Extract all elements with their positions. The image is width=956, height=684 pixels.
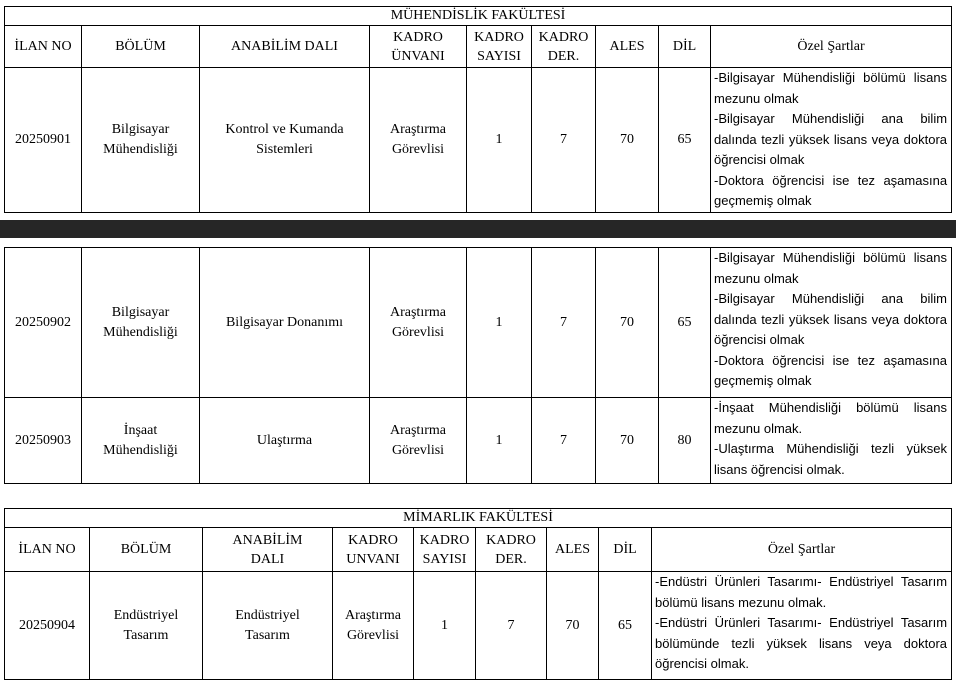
cell-line: Bilgisayar bbox=[111, 121, 170, 137]
condition-item: -Doktora öğrencisi ise tez aşamasına geçmemiş olmak bbox=[714, 172, 948, 208]
cell-ilan-no: 20250902 bbox=[5, 248, 82, 398]
cell-ilan-no: 20250904 bbox=[5, 572, 90, 680]
condition-item: -Bilgisayar Mühendisliği ana bilim dalında tezli yüksek lisans veya doktora öğrencisi olmak bbox=[714, 291, 947, 347]
header-ozel-sartlar: Özel Şartlar bbox=[711, 26, 952, 68]
header-line: SAYISI bbox=[477, 48, 521, 64]
cell-dil: 65 bbox=[599, 572, 652, 680]
header-line: KADRO bbox=[348, 532, 398, 548]
header-line: KADRO bbox=[393, 29, 443, 45]
header-line: ANABİLİM bbox=[232, 532, 303, 548]
cell-dil: 65 bbox=[659, 248, 711, 398]
cell-line: Endüstriyel bbox=[113, 607, 179, 623]
muhendislik-table bbox=[4, 6, 952, 213]
header-ozel-sartlar: Özel Şartlar bbox=[652, 528, 952, 572]
header-line: KADRO bbox=[486, 532, 536, 548]
cell-line: Görevlisi bbox=[391, 442, 445, 458]
condition-item: -Bilgisayar Mühendisliği bölümü lisans mezunu olmak bbox=[714, 70, 948, 106]
header-kadro-der bbox=[532, 26, 596, 68]
header-bolum: BÖLÜM bbox=[90, 528, 203, 572]
table-row bbox=[5, 248, 952, 398]
cell-ales: 70 bbox=[547, 572, 599, 680]
header-dil: DİL bbox=[659, 26, 711, 68]
cell-ales: 70 bbox=[596, 248, 659, 398]
faculty-title: MİMARLIK FAKÜLTESİ bbox=[5, 509, 952, 528]
header-anabilim: ANABİLİM DALI bbox=[200, 26, 370, 68]
header-line: ÜNVANI bbox=[391, 48, 445, 64]
cell-kadro-sayisi: 1 bbox=[467, 68, 532, 213]
header-anabilim bbox=[203, 528, 333, 572]
cell-line: Sistemleri bbox=[256, 141, 313, 157]
cell-line: Mühendisliği bbox=[103, 141, 178, 157]
header-dil: DİL bbox=[599, 528, 652, 572]
cell-ilan-no: 20250901 bbox=[5, 68, 82, 213]
cell-unvan bbox=[333, 572, 414, 680]
page-break-band bbox=[0, 220, 956, 238]
header-kadro-unvani bbox=[370, 26, 467, 68]
cell-bolum bbox=[82, 68, 200, 213]
table-row bbox=[5, 398, 952, 484]
cell-line: Kontrol ve Kumanda bbox=[225, 121, 344, 137]
cell-kadro-der: 7 bbox=[532, 68, 596, 213]
cell-ales: 70 bbox=[596, 68, 659, 213]
cell-line: Görevlisi bbox=[391, 141, 445, 157]
header-ilan-no: İLAN NO bbox=[5, 528, 90, 572]
cell-bolum bbox=[82, 398, 200, 484]
cell-unvan bbox=[370, 68, 467, 213]
header-line: SAYISI bbox=[422, 551, 467, 567]
cell-kadro-der: 7 bbox=[532, 398, 596, 484]
condition-item: -Bilgisayar Mühendisliği ana bilim dalında tezli yüksek lisans veya doktora öğrencisi olmak bbox=[714, 111, 948, 167]
cell-kadro-sayisi: 1 bbox=[467, 248, 532, 398]
cell-kadro-sayisi: 1 bbox=[414, 572, 476, 680]
cell-line: Endüstriyel bbox=[235, 607, 300, 623]
cell-anabilim: Bilgisayar Donanımı bbox=[200, 248, 370, 398]
cell-bolum bbox=[90, 572, 203, 680]
condition-item: -Endüstri Ürünleri Tasarımı- Endüstriyel Tasarım bölümünde tezli yüksek lisans veya doktora öğrencisi olmak. bbox=[655, 615, 948, 671]
header-line: UNVANI bbox=[346, 551, 400, 567]
cell-anabilim: Ulaştırma bbox=[200, 398, 370, 484]
muhendislik-table-continued bbox=[4, 247, 952, 484]
cell-anabilim bbox=[203, 572, 333, 680]
header-kadro-sayisi bbox=[467, 26, 532, 68]
cell-line: Tasarım bbox=[123, 627, 169, 643]
cell-dil: 65 bbox=[659, 68, 711, 213]
cell-ozel-sartlar bbox=[711, 248, 952, 398]
header-line: KADRO bbox=[538, 29, 589, 45]
header-kadro-der bbox=[476, 528, 547, 572]
condition-item: -Ulaştırma Mühendisliği tezli yüksek lisans öğrencisi olmak. bbox=[714, 441, 947, 477]
cell-ozel-sartlar bbox=[711, 398, 952, 484]
cell-unvan bbox=[370, 248, 467, 398]
header-ales: ALES bbox=[596, 26, 659, 68]
cell-kadro-sayisi: 1 bbox=[467, 398, 532, 484]
cell-line: Araştırma bbox=[390, 121, 446, 137]
header-kadro-unvani bbox=[333, 528, 414, 572]
cell-kadro-der: 7 bbox=[532, 248, 596, 398]
table-row bbox=[5, 572, 952, 680]
condition-item: -Endüstri Ürünleri Tasarımı- Endüstriyel Tasarım bölümü lisans mezunu olmak. bbox=[655, 574, 948, 610]
cell-kadro-der: 7 bbox=[476, 572, 547, 680]
table-row bbox=[5, 68, 952, 213]
cell-anabilim bbox=[200, 68, 370, 213]
cell-ilan-no: 20250903 bbox=[5, 398, 82, 484]
header-kadro-sayisi bbox=[414, 528, 476, 572]
cell-bolum bbox=[82, 248, 200, 398]
header-line: DER. bbox=[547, 48, 580, 64]
header-line: KADRO bbox=[474, 29, 524, 45]
cell-line: Mühendisliği bbox=[103, 442, 178, 458]
mimarlik-table bbox=[4, 508, 952, 680]
condition-item: -Doktora öğrencisi ise tez aşamasına geçmemiş olmak bbox=[714, 352, 947, 388]
cell-ales: 70 bbox=[596, 398, 659, 484]
header-line: DER. bbox=[495, 551, 527, 567]
header-line: KADRO bbox=[419, 532, 470, 548]
cell-line: Görevlisi bbox=[346, 627, 400, 643]
cell-line: Görevlisi bbox=[391, 324, 445, 340]
cell-ozel-sartlar bbox=[652, 572, 952, 680]
cell-line: Tasarım bbox=[245, 627, 290, 643]
header-ales: ALES bbox=[547, 528, 599, 572]
header-bolum: BÖLÜM bbox=[82, 26, 200, 68]
faculty-title: MÜHENDİSLİK FAKÜLTESİ bbox=[5, 7, 952, 26]
cell-line: Araştırma bbox=[390, 422, 446, 438]
cell-line: İnşaat bbox=[123, 422, 158, 438]
cell-ozel-sartlar bbox=[711, 68, 952, 213]
cell-line: Araştırma bbox=[345, 607, 401, 623]
cell-line: Araştırma bbox=[390, 304, 446, 320]
header-line: DALI bbox=[250, 551, 285, 567]
cell-line: Bilgisayar bbox=[111, 304, 170, 320]
condition-item: -İnşaat Mühendisliği bölümü lisans mezunu olmak. bbox=[714, 400, 947, 436]
header-ilan-no: İLAN NO bbox=[5, 26, 82, 68]
condition-item: -Bilgisayar Mühendisliği bölümü lisans mezunu olmak bbox=[714, 250, 947, 286]
cell-dil: 80 bbox=[659, 398, 711, 484]
cell-unvan bbox=[370, 398, 467, 484]
cell-line: Mühendisliği bbox=[103, 324, 178, 340]
